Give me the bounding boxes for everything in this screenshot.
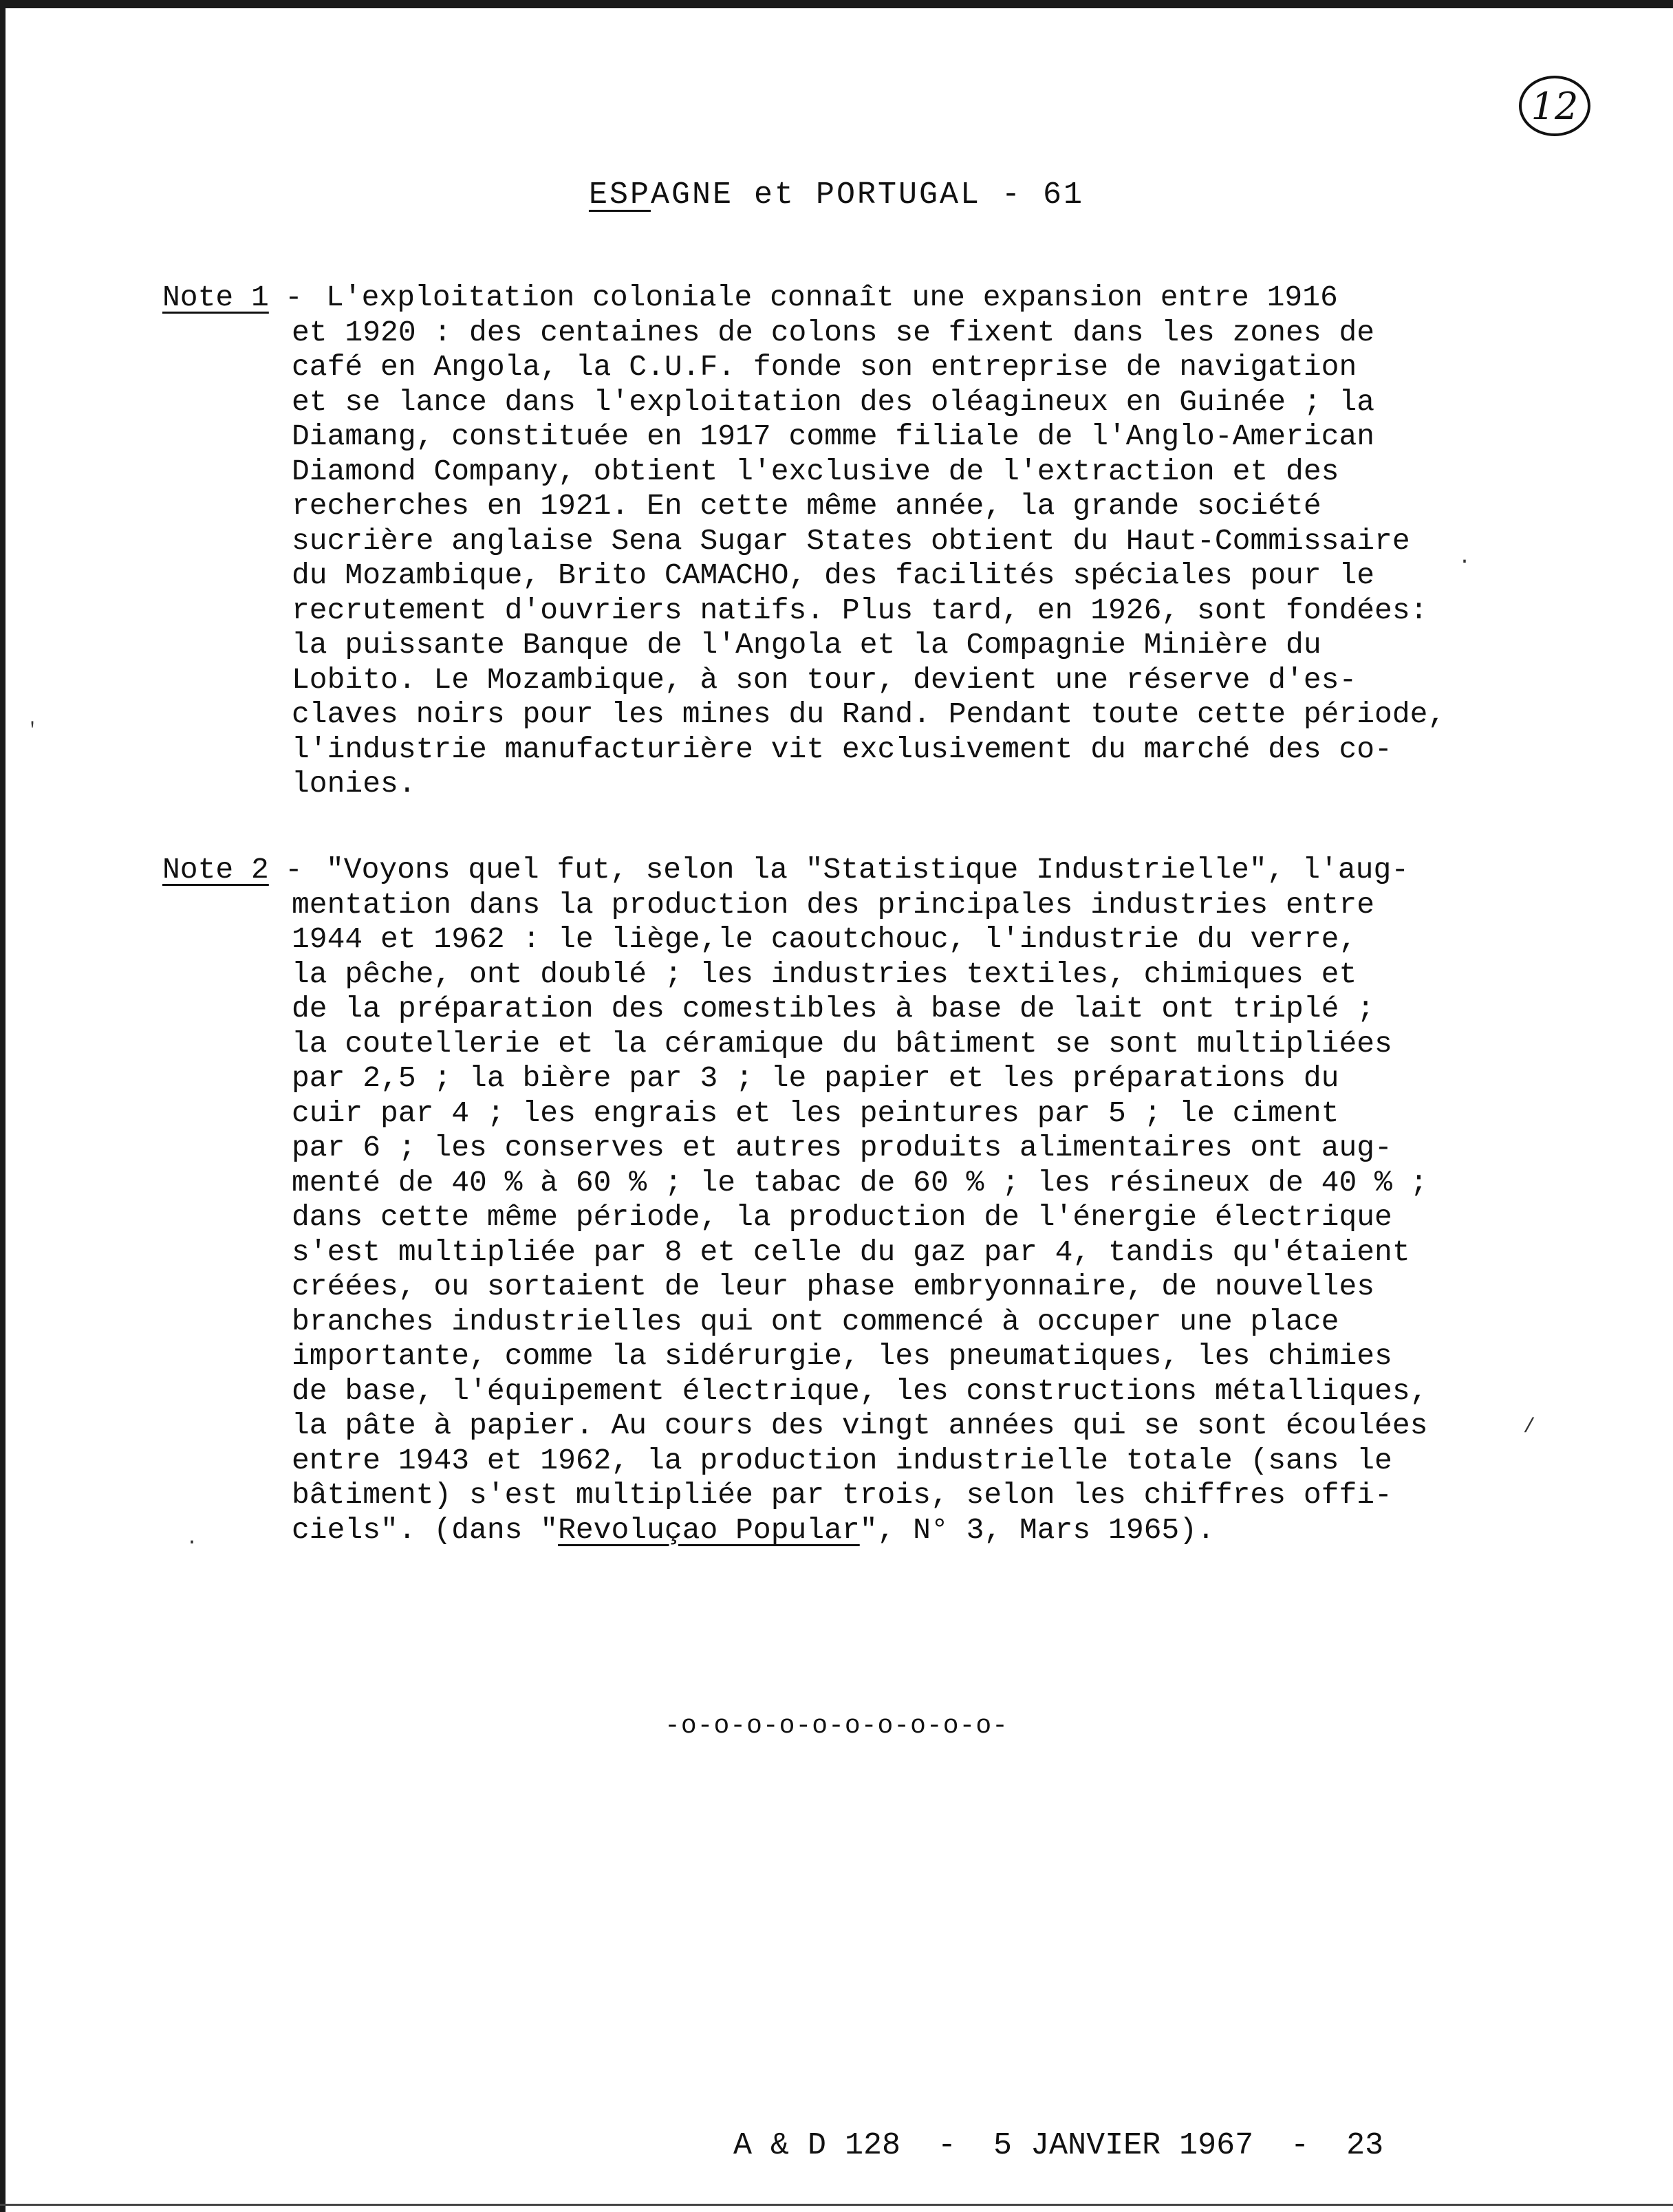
text-line: du Mozambique, Brito CAMACHO, des facilités spéciales pour le <box>292 559 1375 592</box>
text-line: la puissante Banque de l'Angola et la Compagnie Minière du <box>292 628 1321 662</box>
header-rest-country: AGNE <box>650 177 733 213</box>
text-line-suffix: ", N° 3, Mars 1965). <box>859 1512 1215 1547</box>
page-top-edge <box>0 0 1673 8</box>
text-line: café en Angola, la C.U.F. fonde son entreprise de navigation <box>292 350 1357 384</box>
header-tail: et PORTUGAL - 61 <box>733 177 1085 213</box>
note-2-label: Note 2 <box>162 853 269 887</box>
text-line: importante, comme la sidérurgie, les pneumatiques, les chimies <box>292 1339 1392 1373</box>
text-line: par 6 ; les conserves et autres produits alimentaires ont aug- <box>292 1131 1392 1164</box>
note-1-label: Note 1 <box>162 281 269 314</box>
section-separator: -o-o-o-o-o-o-o-o-o-o- <box>665 1711 1008 1741</box>
note-1-text <box>292 281 1511 802</box>
text-line: par 2,5 ; la bière par 3 ; le papier et les préparations du <box>292 1061 1339 1095</box>
text-line: la pêche, ont doublé ; les industries textiles, chimiques et <box>292 957 1357 991</box>
text-line: recrutement d'ouvriers natifs. Plus tard, en 1926, sont fondées: <box>292 593 1428 627</box>
margin-dot-mark: · <box>186 1531 199 1554</box>
text-line: bâtiment) s'est multipliée par trois, selon les chiffres offi- <box>292 1478 1392 1512</box>
text-line: et 1920 : des centaines de colons se fixent dans les zones de <box>292 315 1375 349</box>
note-1-dash: - <box>285 281 303 314</box>
text-line: de base, l'équipement électrique, les constructions métalliques, <box>292 1374 1428 1408</box>
text-line: dans cette même période, la production de l'énergie électrique <box>292 1200 1392 1234</box>
page-left-edge <box>0 0 6 2212</box>
text-line: "Voyons quel fut, selon la "Statistique Industrielle", l'aug- <box>326 853 1410 887</box>
text-line: mentation dans la production des principales industries entre <box>292 887 1375 922</box>
note-2-dash: - <box>285 853 303 887</box>
text-line: menté de 40 % à 60 % ; le tabac de 60 % ; les résineux de 40 % ; <box>292 1165 1428 1200</box>
text-line: sucrière anglaise Sena Sugar States obtient du Haut-Commissaire <box>292 523 1410 558</box>
text-line: l'industrie manufacturière vit exclusivement du marché des co- <box>292 732 1392 766</box>
text-line-prefix: ciels". (dans " <box>292 1512 559 1547</box>
header-underlined: ESP <box>588 177 651 213</box>
text-line: de la préparation des comestibles à base de lait ont triplé ; <box>292 992 1375 1026</box>
text-line: branches industrielles qui ont commencé à occuper une place <box>292 1304 1339 1338</box>
text-line: recherches en 1921. En cette même année, la grande société <box>292 489 1321 523</box>
text-line: entre 1943 et 1962, la production industrielle totale (sans le <box>292 1443 1392 1477</box>
text-line: cuir par 4 ; les engrais et les peintures par 5 ; le ciment <box>292 1096 1339 1130</box>
circled-page-number: 12 <box>1519 76 1590 136</box>
text-line: créées, ou sortaient de leur phase embryonnaire, de nouvelles <box>292 1270 1375 1303</box>
text-line: Diamang, constituée en 1917 comme filiale de l'Anglo-American <box>292 420 1375 453</box>
margin-mark: ꞌ <box>26 719 39 743</box>
text-line: 1944 et 1962 : le liège,le caoutchouc, l'industrie du verre, <box>292 922 1357 956</box>
text-line: L'exploitation coloniale connaît une expansion entre 1916 <box>326 281 1338 314</box>
source-title: Revoluçao Popular <box>558 1512 860 1547</box>
page-header <box>0 177 1673 213</box>
text-line: la coutellerie et la céramique du bâtiment se sont multipliées <box>292 1026 1392 1061</box>
page-footer: A & D 128 - 5 JANVIER 1967 - 23 <box>733 2128 1384 2163</box>
page-bottom-edge <box>0 2204 1673 2206</box>
margin-slash-mark: / <box>1523 1416 1536 1439</box>
text-line: la pâte à papier. Au cours des vingt années qui se sont écoulées <box>292 1409 1428 1442</box>
text-line: claves noirs pour les mines du Rand. Pendant toute cette période, <box>292 697 1446 731</box>
text-line: et se lance dans l'exploitation des oléagineux en Guinée ; la <box>292 384 1375 419</box>
text-line: s'est multipliée par 8 et celle du gaz par 4, tandis qu'étaient <box>292 1235 1410 1269</box>
stray-dot-mark: · <box>1458 550 1471 574</box>
text-line: Lobito. Le Mozambique, à son tour, devient une réserve d'es- <box>292 662 1357 697</box>
text-line: lonies. <box>292 767 416 801</box>
text-line: Diamond Company, obtient l'exclusive de l'extraction et des <box>292 454 1339 488</box>
text-line-last <box>292 1513 1511 1548</box>
note-2-text <box>292 853 1511 1548</box>
